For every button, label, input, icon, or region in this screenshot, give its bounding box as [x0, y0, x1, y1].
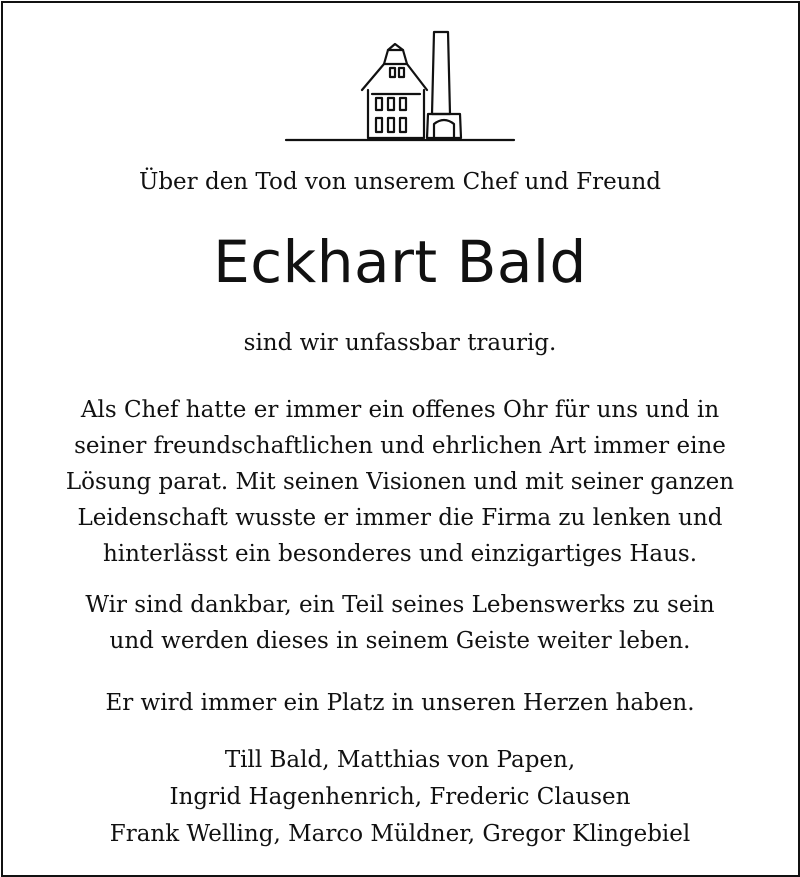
tribute-line: Leidenschaft wusste er immer die Firma zu lenken und — [77, 505, 723, 531]
tribute-paragraph-2 — [0, 587, 800, 659]
signature-line: Ingrid Hagenhenrich, Frederic Clausen — [169, 784, 631, 810]
factory-house-icon — [284, 28, 516, 146]
outro-line: sind wir unfassbar traurig. — [243, 330, 557, 356]
closing-line: Er wird immer ein Platz in unseren Herzen haben. — [105, 690, 695, 716]
tribute-paragraph-1 — [0, 392, 800, 572]
signature-line: Till Bald, Matthias von Papen, — [224, 747, 576, 773]
tribute-line: Wir sind dankbar, ein Teil seines Lebenswerks zu sein — [85, 592, 715, 618]
deceased-name: Eckhart Bald — [213, 228, 587, 296]
tribute-line: seiner freundschaftlichen und ehrlichen Art immer eine — [74, 433, 726, 459]
tribute-line: Lösung parat. Mit seinen Visionen und mit seiner ganzen — [65, 469, 735, 495]
intro-line: Über den Tod von unserem Chef und Freund — [138, 169, 662, 195]
tribute-line: hinterlässt ein besonderes und einzigartiges Haus. — [102, 541, 698, 567]
tribute-line: Als Chef hatte er immer ein offenes Ohr für uns und in — [80, 397, 720, 423]
signatures — [0, 742, 800, 853]
tribute-line: und werden dieses in seinem Geiste weiter leben. — [109, 628, 691, 654]
signature-line: Frank Welling, Marco Müldner, Gregor Klingebiel — [109, 821, 691, 847]
